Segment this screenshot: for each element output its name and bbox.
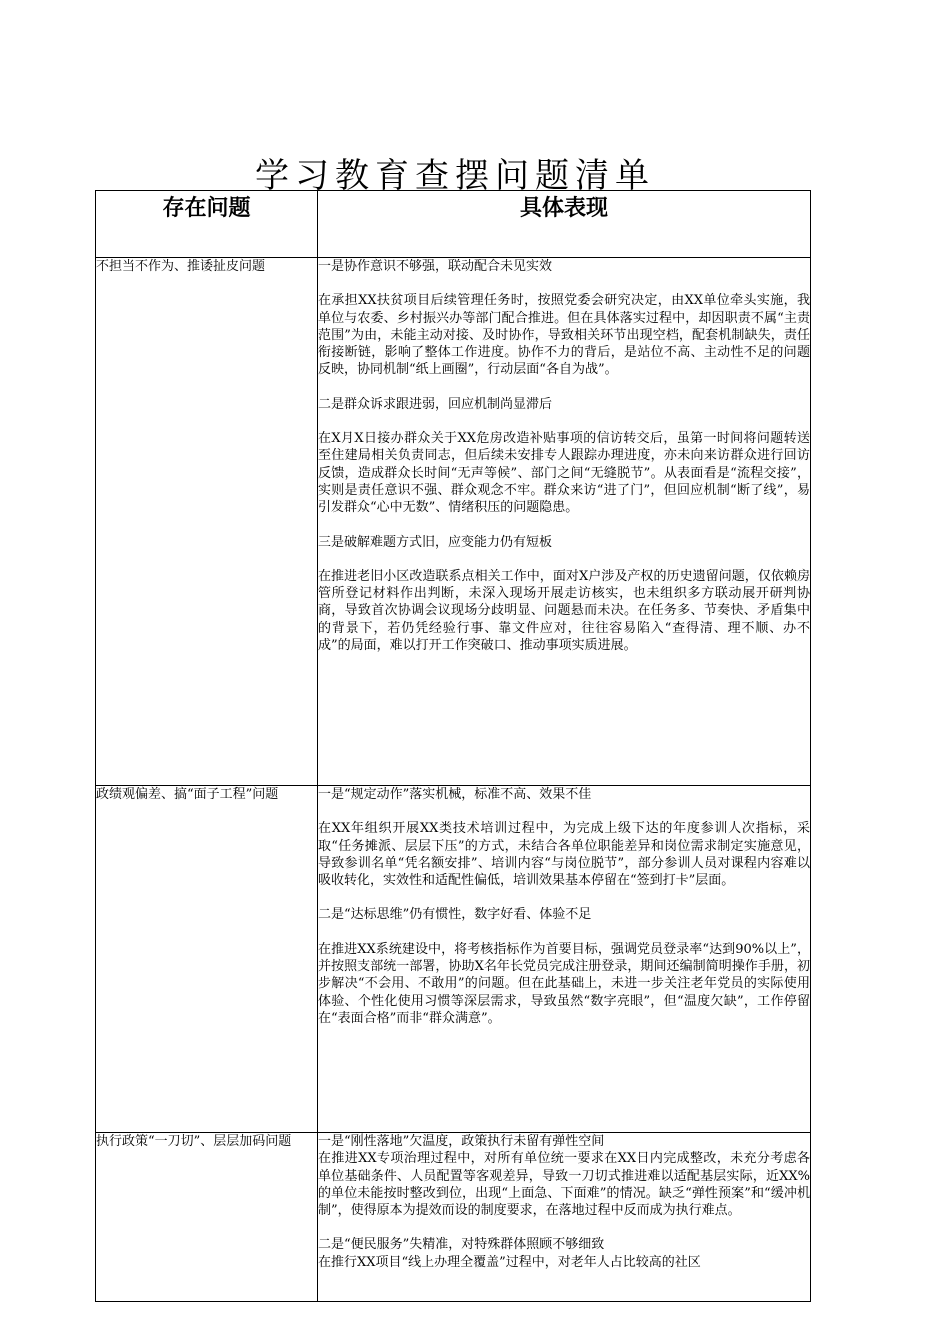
- issue-detail: [318, 786, 811, 1133]
- detail-heading: 二是“达标思维”仍有惯性，数字好看、体验不足: [318, 907, 592, 923]
- detail-paragraph: 在XX年组织开展XX类技术培训过程中，为完成上级下达的年度参训人次指标，采取“任务摊派、层层下压”的方式，未结合各单位职能差异和岗位需求制定实施意见，导致参训名单“凭名额安排”、培训内容“与岗位脱节”，部分参训人员对课程内容难以吸收转化，实效性和适配性偏低，培训效果基本停留在“签到打卡”层面。: [318, 821, 810, 889]
- issue-category: 政绩观偏差、搞“面子工程”问题: [96, 786, 318, 1133]
- issue-category: 执行政策“一刀切”、层层加码问题: [96, 1133, 318, 1302]
- document-title: 学习教育查摆问题清单: [255, 156, 655, 196]
- detail-heading: 一是“规定动作”落实机械，标准不高、效果不佳: [318, 787, 592, 802]
- issue-category: 不担当不作为、推诿扯皮问题: [96, 258, 318, 786]
- detail-paragraph: 在推进XX专项治理过程中，对所有单位统一要求在XX日内完成整改，未充分考虑各单位基础条件、人员配置等客观差异，导致一刀切式推进难以适配基层实际，近XX%的单位未能按时整改到位，出现“上面急、下面难”的情况。缺乏“弹性预案”和“缓冲机制”，使得原本为提效而设的制度要求，在落地过程中反而成为执行难点。: [318, 1151, 810, 1219]
- table-row: [96, 786, 811, 1133]
- detail-heading: 二是群众诉求跟进弱，回应机制尚显滞后: [318, 396, 553, 412]
- detail-heading: 一是协作意识不够强，联动配合未见实效: [318, 259, 553, 274]
- detail-heading: 一是“刚性落地”欠温度，政策执行未留有弹性空间: [318, 1134, 605, 1149]
- issue-detail: [318, 258, 811, 786]
- header-issue: 存在问题: [96, 191, 318, 258]
- detail-paragraph: 在承担XX扶贫项目后续管理任务时，按照党委会研究决定，由XX单位牵头实施，我单位与农委、乡村振兴办等部门配合推进。但在具体落实过程中，却因职责不属“主责范围”为由，未能主动对接、及时协作，导致相关环节出现空档，配套机制缺失，责任衔接断链，影响了整体工作进度。协作不力的背后，是站位不高、主动性不足的问题反映，协同机制“纸上画圈”，行动层面“各自为战”。: [318, 293, 810, 378]
- detail-paragraph: 在推行XX项目“线上办理全覆盖”过程中，对老年人占比较高的社区: [318, 1254, 701, 1270]
- table-header-row: [96, 191, 811, 258]
- detail-paragraph: 在推进XX系统建设中，将考核指标作为首要目标，强调党员登录率“达到90%以上”，并按照支部统一部署，协助X名年长党员完成注册登录，期间还编制简明操作手册，初步解决“不会用、不敢用”的问题。但在此基础上，未进一步关注老年党员的实际使用体验、个性化使用习惯等深层需求，导致虽然“数字亮眼”，但“温度欠缺”，工作停留在“表面合格”而非“群众满意”。: [318, 941, 810, 1026]
- detail-heading: 三是破解难题方式旧，应变能力仍有短板: [318, 534, 553, 550]
- table-row: [96, 258, 811, 786]
- issues-table: [95, 190, 811, 1302]
- header-detail: 具体表现: [318, 191, 811, 258]
- detail-heading: 二是“便民服务”失精准，对特殊群体照顾不够细致: [318, 1237, 605, 1253]
- issue-detail: [318, 1133, 811, 1302]
- table-row: [96, 1133, 811, 1302]
- detail-paragraph: 在推进老旧小区改造联系点相关工作中，面对X户涉及产权的历史遗留问题，仅依赖房管所登记材料作出判断，未深入现场开展走访核实，也未组织多方联动展开研判协商，导致首次协调会议现场分歧明显、问题悬而未决。在任务多、节奏快、矛盾集中的背景下，若仍凭经验行事、靠文件应对，往往容易陷入“查得清、理不顺、办不成”的局面，难以打开工作突破口、推动事项实质进展。: [318, 568, 810, 654]
- detail-paragraph: 在X月X日接办群众关于XX危房改造补贴事项的信访转交后，虽第一时间将问题转送至住建局相关负责同志，但后续未安排专人跟踪办理进度，亦未向来访群众进行回访反馈，造成群众长时间“无声等候”、部门之间“无缝脱节”。从表面看是“流程交接”，实则是责任意识不强、群众观念不牢。群众来访“进了门”，但回应机制“断了线”，易引发群众“心中无数”、情绪积压的问题隐患。: [318, 431, 810, 516]
